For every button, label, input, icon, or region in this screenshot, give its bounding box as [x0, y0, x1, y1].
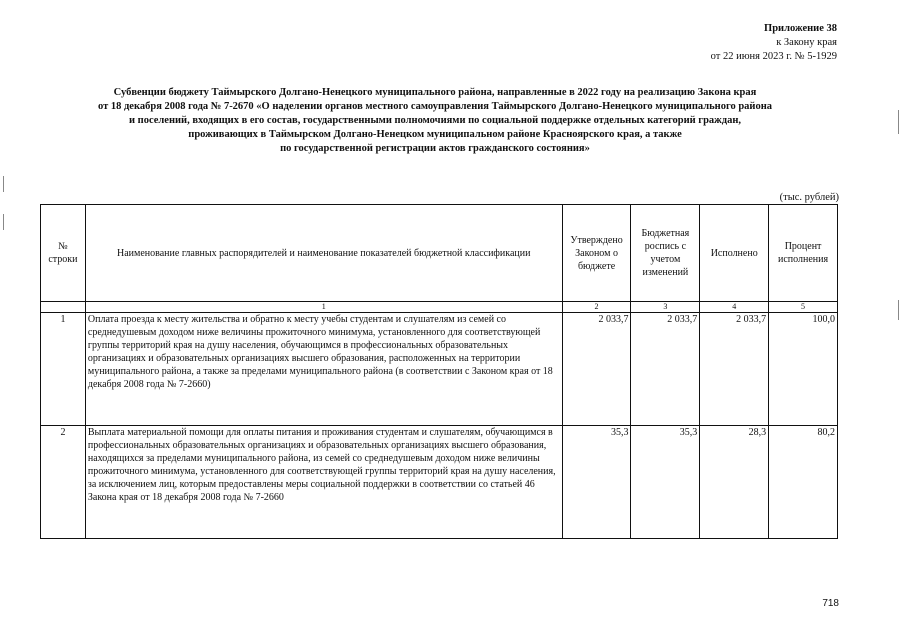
appendix-date: от 22 июня 2023 г. № 5-1929 [710, 51, 837, 62]
table-row [41, 426, 838, 539]
title-line-3: и поселений, входящих в его состав, государственными полномочиями по социальной поддержке отдельных категорий граждан, [128, 115, 742, 126]
document-title [40, 86, 830, 156]
title-line-2: от 18 декабря 2008 года № 7-2670 «О наделении органов местного самоуправления Таймырского Долгано-Ненецкого муниципального района [97, 101, 773, 112]
scan-edge-mark [3, 176, 4, 192]
scan-edge-mark [898, 110, 899, 134]
page-number: 718 [822, 598, 839, 609]
column-index: 2 [562, 302, 631, 313]
title-line-4: проживающих в Таймырском Долгано-Ненецком муниципальном районе Красноярского края, а также [188, 129, 682, 140]
column-index: 5 [769, 302, 838, 313]
budget-table [40, 204, 838, 539]
title-line-5: по государственной регистрации актов гражданского состояния» [280, 143, 590, 154]
scan-edge-mark [898, 300, 899, 320]
scan-edge-mark [3, 214, 4, 230]
row-number: 2 [41, 426, 86, 539]
appendix-reference [711, 22, 837, 64]
row-percent: 80,2 [769, 426, 838, 539]
row-schedule: 2 033,7 [631, 313, 700, 426]
column-index: 3 [631, 302, 700, 313]
header-approved: Утверждено Законом о бюджете [562, 205, 631, 302]
row-percent: 100,0 [769, 313, 838, 426]
row-executed: 28,3 [700, 426, 769, 539]
units-label: (тыс. рублей) [779, 192, 839, 203]
row-name: Оплата проезда к месту жительства и обратно к месту учебы студентам и слушателям из семей со среднедушевым доходом ниже величины прожиточного минимума, установленного для соответствующей группы территорий края на душу населения, обучающимся в профессиональных образовательных организациях и образовательных организациях высшего образования, расположенных на территории муниципального района, а также за пределами муниципального района (в соответствии с Законом края от 18 декабря 2008 года № 7-2660) [85, 313, 562, 426]
row-approved: 35,3 [562, 426, 631, 539]
table-header-row [41, 205, 838, 302]
header-schedule: Бюджетная роспись с учетом изменений [631, 205, 700, 302]
table-row [41, 313, 838, 426]
row-name: Выплата материальной помощи для оплаты питания и проживания студентам и слушателям, обучающимся в профессиональных образовательных организациях и образовательных организациях высшего образования, находящихся за пределами муниципального района, из семей со среднедушевым доходом ниже величины прожиточного минимума, установленного для соответствующей группы территорий края на душу населения, за исключением лиц, которым предоставлены меры социальной поддержки в соответствии со статьей 46 Закона края от 18 декабря 2008 года № 7-2660 [85, 426, 562, 539]
column-index-blank [41, 302, 86, 313]
header-name: Наименование главных распорядителей и наименование показателей бюджетной классификации [85, 205, 562, 302]
header-percent: Процент исполнения [769, 205, 838, 302]
column-index: 1 [85, 302, 562, 313]
appendix-law: к Закону края [776, 37, 837, 48]
row-approved: 2 033,7 [562, 313, 631, 426]
row-number: 1 [41, 313, 86, 426]
column-index: 4 [700, 302, 769, 313]
appendix-number: Приложение 38 [764, 23, 837, 34]
header-row-number: № строки [41, 205, 86, 302]
title-line-1: Субвенции бюджету Таймырского Долгано-Ненецкого муниципального района, направленные в 2022 году на реализацию Закона края [113, 87, 757, 98]
row-executed: 2 033,7 [700, 313, 769, 426]
column-index-row [41, 302, 838, 313]
header-executed: Исполнено [700, 205, 769, 302]
row-schedule: 35,3 [631, 426, 700, 539]
